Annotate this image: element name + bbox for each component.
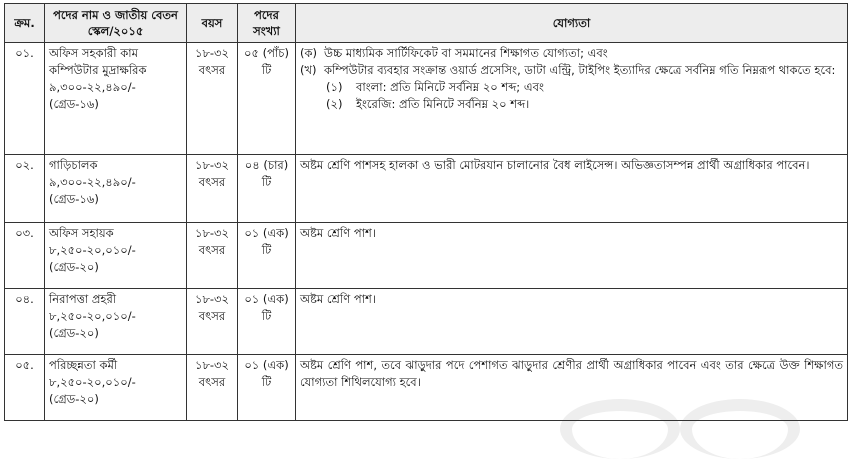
pay-scale: ৯,৩০০-২২,৪৯০/- [49,175,136,189]
serial-cell: ০২. [5,155,45,223]
count-unit: টি [261,375,272,389]
post-cell [45,223,187,289]
count-cell [238,355,296,421]
header-post: পদের নাম ও জাতীয় বেতন স্কেল/২০১৫ [45,4,187,43]
subitem-marker: (২) [326,97,343,111]
age-unit: বৎসর [198,175,226,189]
pay-grade: (গ্রেড-২০) [49,260,99,274]
age-cell [187,155,238,223]
post-cell [45,155,187,223]
subitem-text: বাংলা: প্রতি মিনিটে সর্বনিম্ন ২০ শব্দ; এবং [356,80,544,94]
age-unit: বৎসর [198,309,226,323]
qualification-cell: অষ্টম শ্রেণি পাশ। [296,223,848,289]
table-row [5,43,848,155]
pay-grade: (গ্রেড-২০) [49,326,99,340]
subitem-marker: (১) [326,80,343,94]
table-row [5,155,848,223]
post-cell [45,355,187,421]
age-range: ১৮-৩২ [194,292,230,306]
count-unit: টি [261,309,272,323]
count-unit: টি [261,243,272,257]
table-row [5,355,848,421]
post-count: ০১ (এক) [244,292,289,306]
item-text: উচ্চ মাধ্যমিক সার্টিফিকেট বা সমমানের শিক্ষাগত যোগ্যতা; এবং [324,46,608,60]
qualification-item [300,45,843,62]
age-cell [187,355,238,421]
age-range: ১৮-৩২ [194,226,230,240]
pay-grade: (গ্রেড-১৬) [49,97,99,111]
item-marker: (ক) [300,46,318,60]
count-cell [238,289,296,355]
serial-cell: ০৫. [5,355,45,421]
post-count: ০৪ (চার) [244,158,289,172]
age-cell [187,223,238,289]
qualification-cell: অষ্টম শ্রেণি পাশ। [296,289,848,355]
job-circular-table [4,3,848,421]
qualification-subitem [300,79,843,96]
age-range: ১৮-৩২ [194,46,230,60]
subitem-text: ইংরেজি: প্রতি মিনিটে সর্বনিম্ন ২০ শব্দ। [356,97,530,111]
count-cell [238,223,296,289]
age-range: ১৮-৩২ [194,158,230,172]
age-cell [187,43,238,155]
pay-scale: ৯,৩০০-২২,৪৯০/- [49,80,136,94]
pay-scale: ৮,২৫০-২০,০১০/- [49,309,136,323]
post-name: গাড়িচালক [49,158,98,172]
pay-grade: (গ্রেড-২০) [49,392,99,406]
pay-scale: ৮,২৫০-২০,০১০/- [49,375,136,389]
post-cell [45,43,187,155]
serial-cell: ০৪. [5,289,45,355]
post-name: পরিচ্ছন্নতা কর্মী [49,358,118,372]
header-serial: ক্রম. [5,4,45,43]
qualification-cell: অষ্টম শ্রেণি পাশ, তবে ঝাড়ুদার পদে পেশাগত ঝাড়ুদার শ্রেণীর প্রার্থী অগ্রাধিকার পাবেন এবং তার ক্ষেত্রে উক্ত শিক্ষাগত যোগ্যতা শিথিলযোগ্য হবে। [296,355,848,421]
age-range: ১৮-৩২ [194,358,230,372]
table-row [5,289,848,355]
serial-cell: ০১. [5,43,45,155]
post-cell [45,289,187,355]
item-text: কম্পিউটার ব্যবহার সংক্রান্ত ওয়ার্ড প্রসেসিং, ডাটা এন্ট্রি, টাইপিং ইত্যাদির ক্ষেত্রে সর্বনিম্ন গতি নিম্নরূপ থাকতে হবে: [324,63,836,77]
post-count: ০১ (এক) [244,358,289,372]
table-header-row [5,4,848,43]
age-unit: বৎসর [198,375,226,389]
post-name: অফিস সহকারী কাম কম্পিউটার মুদ্রাক্ষরিক [49,46,147,77]
qualification-item [300,62,843,79]
header-qualification: যোগ্যতা [296,4,848,43]
age-unit: বৎসর [198,63,226,77]
post-name: অফিস সহায়ক [49,226,114,240]
post-name: নিরাপত্তা প্রহরী [49,292,117,306]
serial-cell: ০৩. [5,223,45,289]
count-cell [238,43,296,155]
table-row [5,223,848,289]
count-unit: টি [261,175,272,189]
item-marker: (খ) [300,63,317,77]
post-count: ০৫ (পাঁচ) [244,46,289,60]
post-count: ০১ (এক) [244,226,289,240]
count-unit: টি [261,63,272,77]
header-age: বয়স [187,4,238,43]
pay-grade: (গ্রেড-১৬) [49,192,99,206]
qualification-cell: অষ্টম শ্রেণি পাশসহ হালকা ও ভারী মোটরযান চালানোর বৈধ লাইসেন্স। অভিজ্ঞতাসম্পন্ন প্রার্থী অগ্রাধিকার পাবেন। [296,155,848,223]
age-unit: বৎসর [198,243,226,257]
count-cell [238,155,296,223]
qualification-subitem [300,96,843,113]
qualification-cell [296,43,848,155]
age-cell [187,289,238,355]
pay-scale: ৮,২৫০-২০,০১০/- [49,243,136,257]
header-count: পদের সংখ্যা [238,4,296,43]
